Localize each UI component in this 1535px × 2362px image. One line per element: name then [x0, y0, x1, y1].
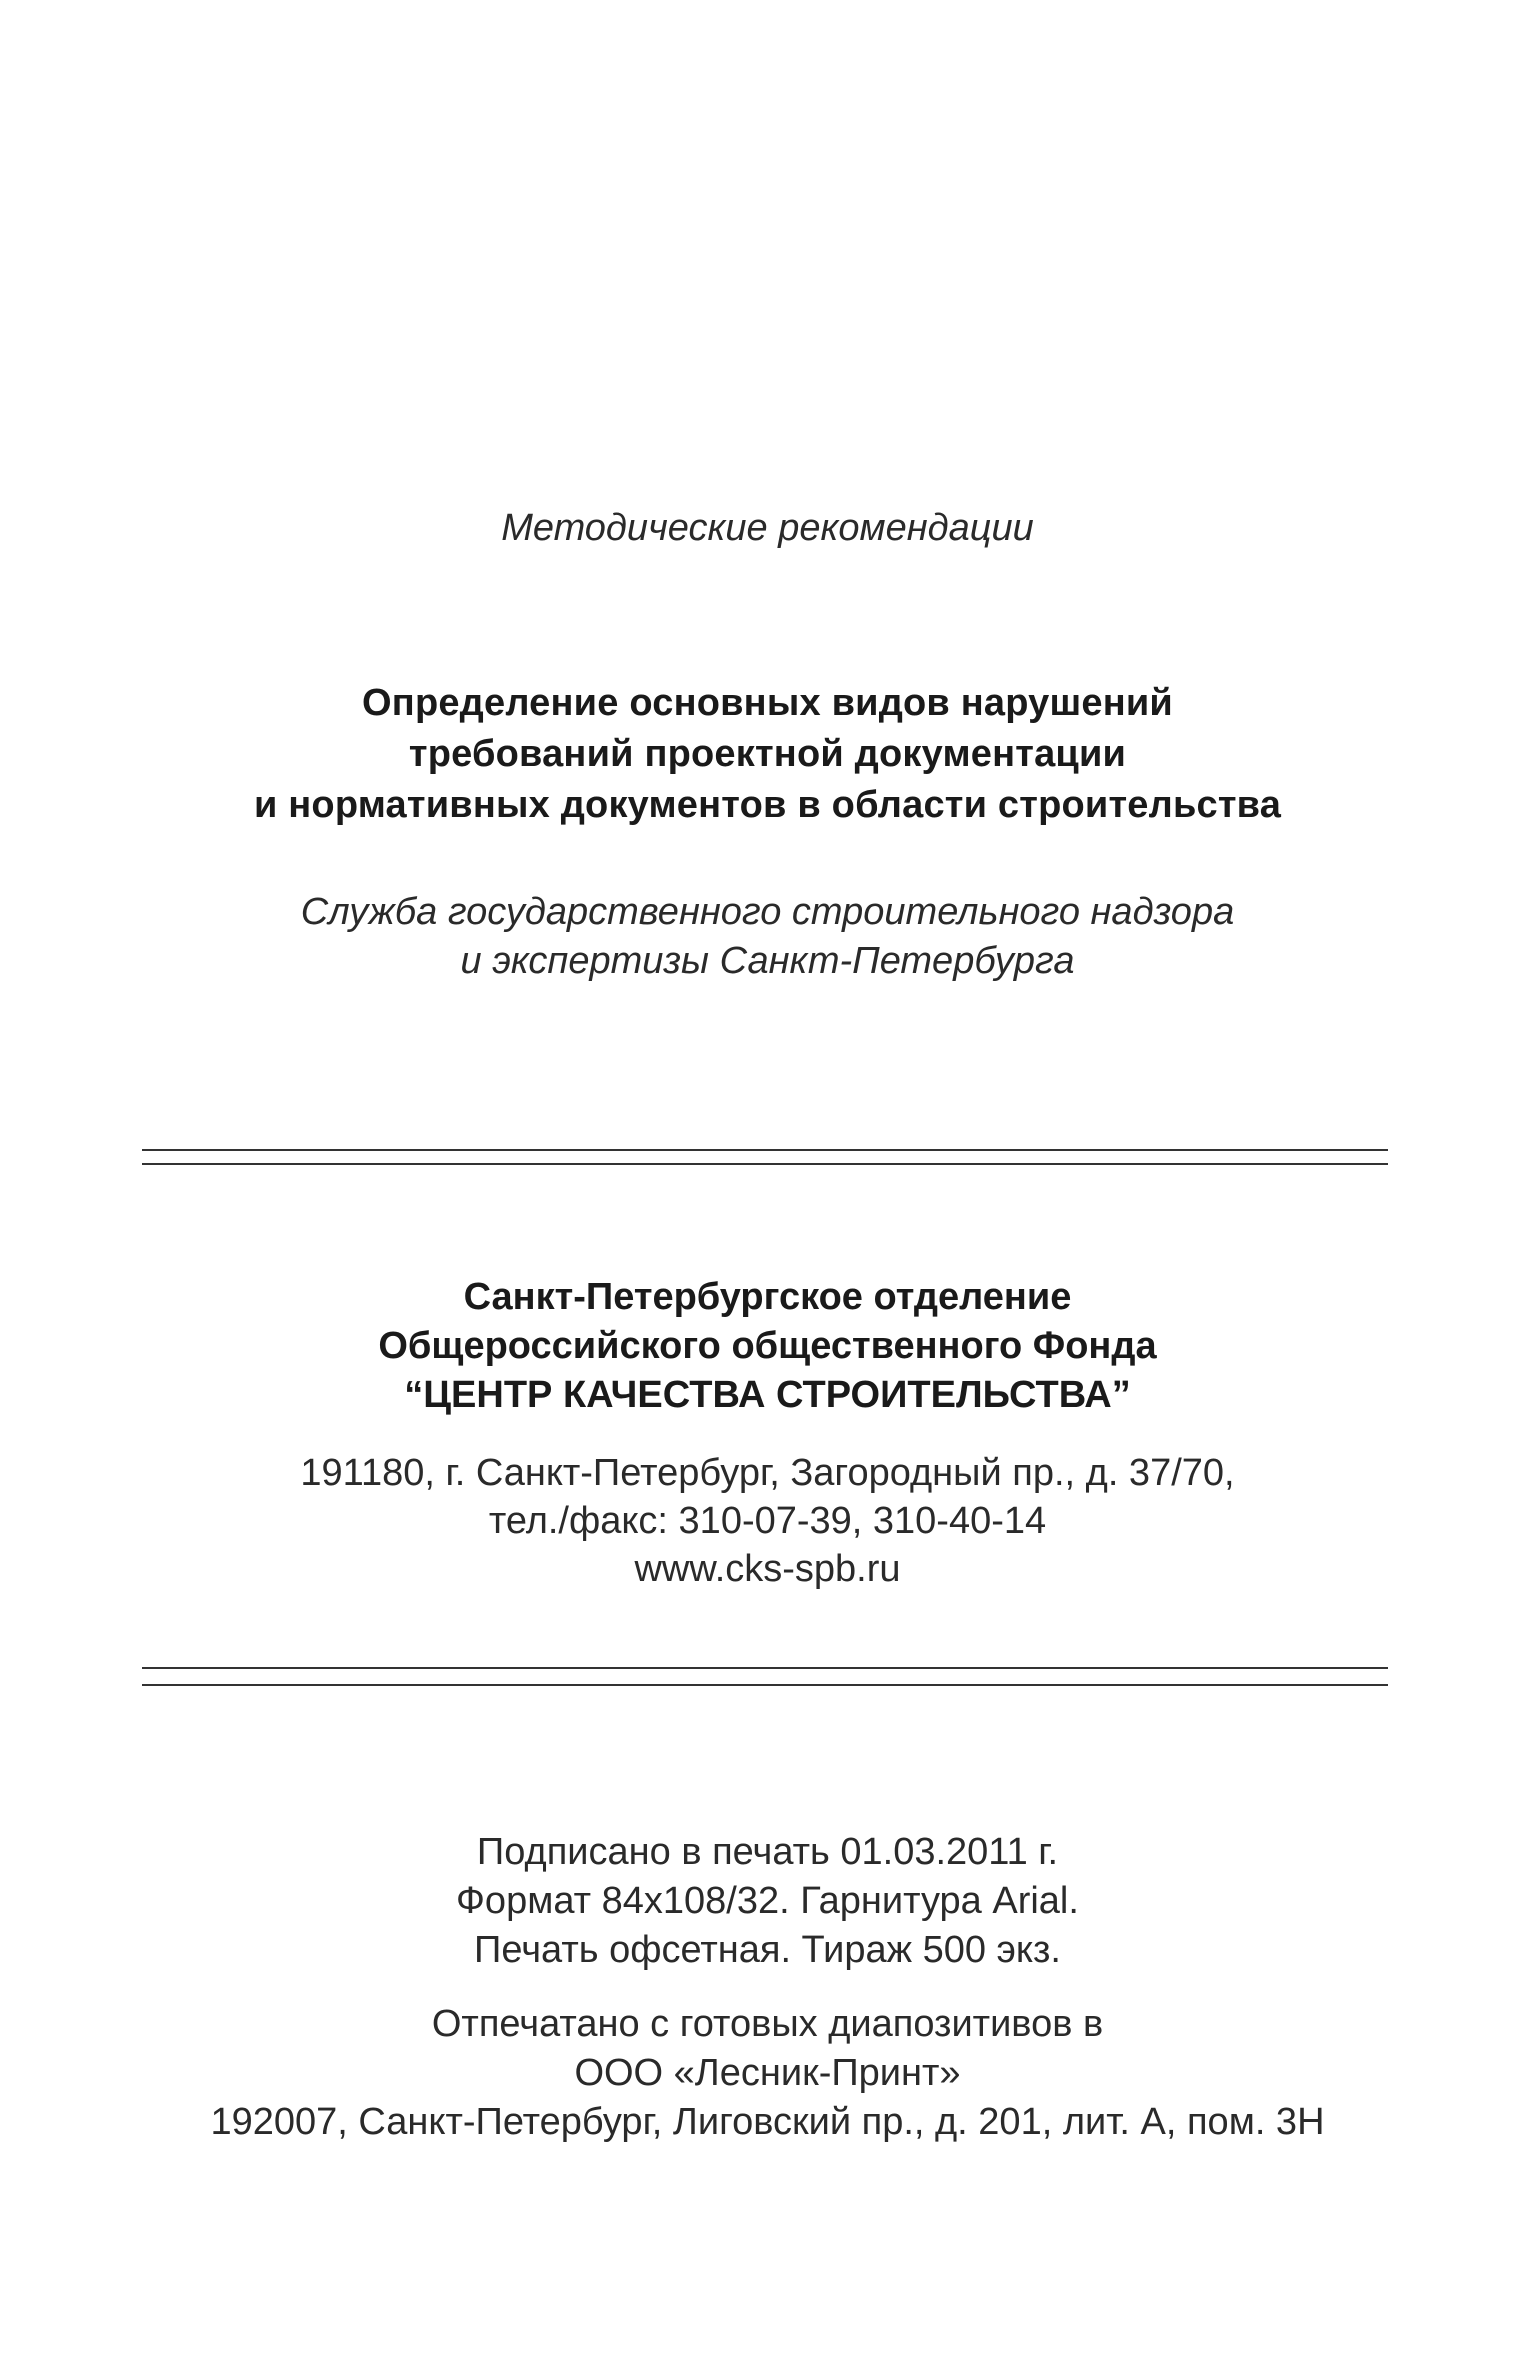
- publisher-line-1: Санкт-Петербургское отделение: [463, 1276, 1072, 1318]
- publisher-website: www.cks-spb.ru: [634, 1548, 901, 1590]
- title-line-1: Определение основных видов нарушений: [362, 682, 1173, 724]
- imprint-signed: Подписано в печать 01.03.2011 г.: [476, 1831, 1059, 1873]
- author-organization: [0, 888, 1535, 986]
- series-label: [0, 505, 1535, 551]
- printer-line-2: ООО «Лесник-Принт»: [574, 2052, 961, 2094]
- publisher-phone: тел./факс: 310-07-39, 310-40-14: [488, 1500, 1047, 1542]
- publisher-line-3: “ЦЕНТР КАЧЕСТВА СТРОИТЕЛЬСТВА”: [404, 1374, 1131, 1416]
- publisher-block: [0, 1273, 1535, 1420]
- divider-bottom-lower: [142, 1684, 1388, 1686]
- imprint-format: Формат 84x108/32. Гарнитура Arial.: [456, 1880, 1079, 1922]
- publisher-line-2: Общероссийского общественного Фонда: [378, 1325, 1157, 1367]
- imprint-print: Печать офсетная. Тираж 500 экз.: [474, 1929, 1061, 1971]
- author-line-1: Служба государственного строительного надзора: [300, 891, 1235, 933]
- title-line-2: требований проектной документации: [408, 733, 1127, 775]
- series-label-text: Методические рекомендации: [501, 507, 1034, 549]
- printer-block: [0, 2000, 1535, 2147]
- title-line-3: и нормативных документов в области строительства: [253, 784, 1282, 826]
- document-title: [0, 678, 1535, 831]
- author-line-2: и экспертизы Санкт-Петербурга: [460, 940, 1075, 982]
- imprint-block: [0, 1828, 1535, 1975]
- divider-top-lower: [142, 1163, 1388, 1165]
- printer-line-3: 192007, Санкт-Петербург, Лиговский пр., д. 201, лит. А, пом. 3Н: [210, 2101, 1325, 2143]
- printer-line-1: Отпечатано с готовых диапозитивов в: [431, 2003, 1104, 2045]
- publisher-address: 191180, г. Санкт-Петербург, Загородный пр., д. 37/70,: [300, 1452, 1235, 1494]
- divider-top-upper: [142, 1149, 1388, 1151]
- publisher-contacts: [0, 1449, 1535, 1593]
- divider-bottom-upper: [142, 1667, 1388, 1669]
